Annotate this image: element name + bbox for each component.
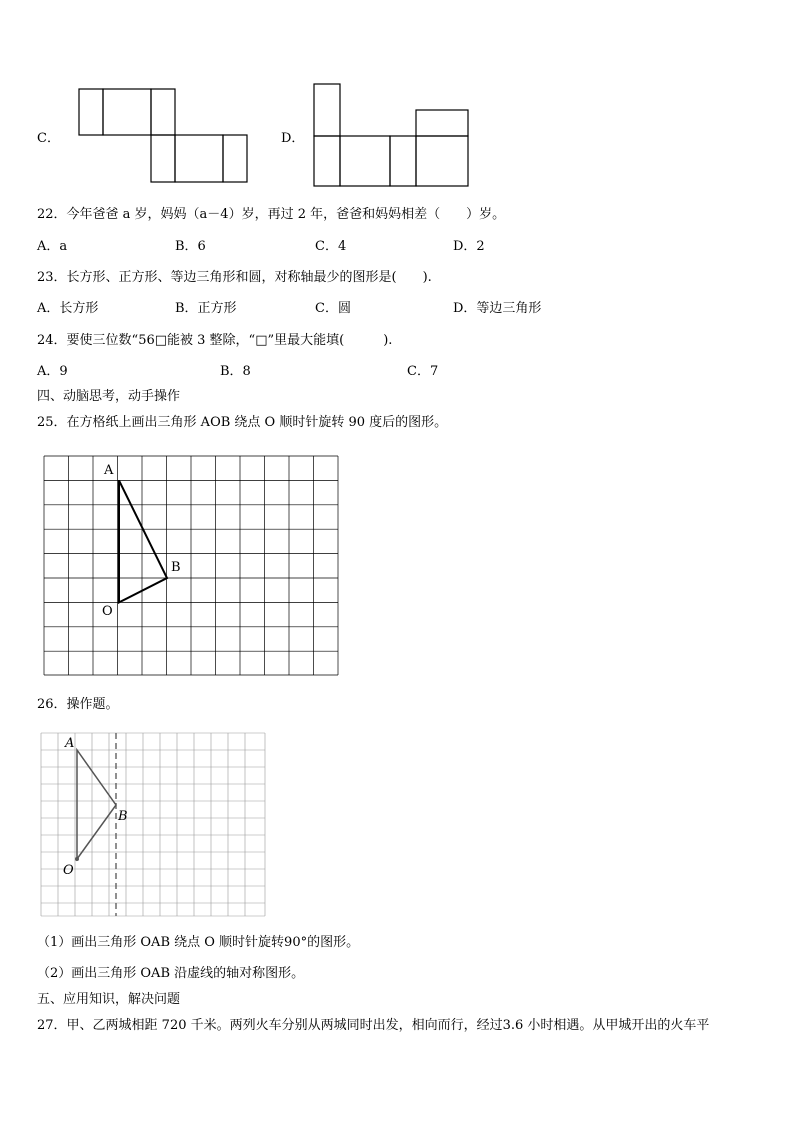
q26-triangle-oab bbox=[77, 750, 116, 859]
q25-label-a: A bbox=[104, 463, 114, 478]
q25-label-o: O bbox=[102, 604, 113, 619]
q25-triangle-aob bbox=[119, 480, 167, 602]
net-figure-c bbox=[75, 86, 251, 186]
option-c-label: C． bbox=[37, 131, 60, 146]
q24-option-a: A．9 bbox=[37, 364, 68, 379]
q23-text: 23．长方形、正方形、等边三角形和圆，对称轴最少的图形是( ). bbox=[37, 270, 432, 285]
q25-text: 25．在方格纸上画出三角形 AOB 绕点 O 顺时针旋转 90 度后的图形。 bbox=[37, 415, 448, 430]
q22-option-a: A．a bbox=[37, 239, 68, 254]
q24-option-b: B．8 bbox=[220, 364, 251, 379]
q26-sub2: （2）画出三角形 OAB 沿虚线的轴对称图形。 bbox=[37, 966, 305, 981]
option-d-label: D． bbox=[281, 131, 305, 146]
q22-option-c: C．4 bbox=[315, 239, 347, 254]
q22-text: 22．今年爸爸 a 岁，妈妈（a－4）岁，再过 2 年，爸爸和妈妈相差（ ）岁。 bbox=[37, 207, 506, 222]
net-figure-d bbox=[311, 81, 473, 189]
q26-label-o: O bbox=[63, 863, 74, 878]
q23-option-a: A．长方形 bbox=[37, 301, 99, 316]
q23-option-d: D．等边三角形 bbox=[453, 301, 542, 316]
q23-option-b: B．正方形 bbox=[175, 301, 237, 316]
q24-text: 24．要使三位数“56□能被 3 整除，“□”里最大能填( ). bbox=[37, 333, 393, 348]
q26-sub1: （1）画出三角形 OAB 绕点 O 顺时针旋转90°的图形。 bbox=[37, 935, 360, 950]
q25-label-b: B bbox=[171, 560, 181, 575]
q25-grid-figure bbox=[42, 454, 342, 678]
q22-option-b: B．6 bbox=[175, 239, 206, 254]
q26-grid-figure bbox=[38, 731, 268, 919]
q26-label-b: B bbox=[118, 809, 128, 824]
q22-option-d: D．2 bbox=[453, 239, 485, 254]
section-five-title: 五、应用知识，解决问题 bbox=[37, 992, 181, 1007]
q26-point-o bbox=[75, 857, 79, 861]
q24-option-c: C．7 bbox=[407, 364, 439, 379]
q27-text: 27．甲、乙两城相距 720 千米。两列火车分别从两城同时出发，相向而行，经过3.6 小时相遇。从甲城开出的火车平 bbox=[37, 1018, 710, 1033]
q23-option-c: C．圆 bbox=[315, 301, 351, 316]
section-four-title: 四、动脑思考，动手操作 bbox=[37, 389, 181, 404]
q26-text: 26．操作题。 bbox=[37, 697, 119, 712]
q26-label-a: A bbox=[65, 736, 75, 751]
